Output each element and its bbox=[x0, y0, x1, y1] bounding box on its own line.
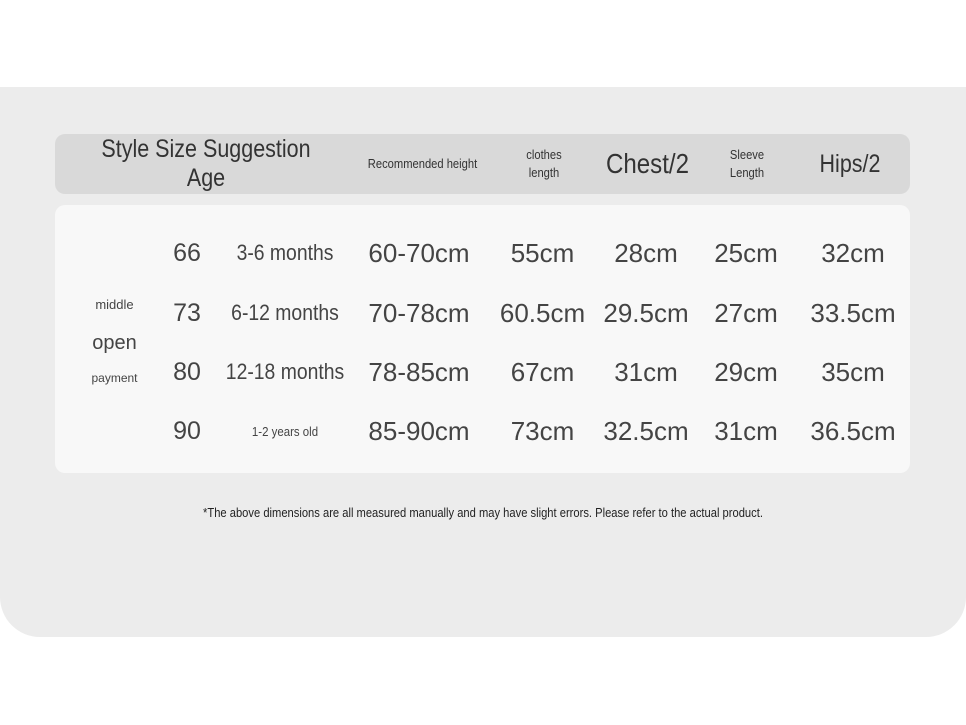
header-clothes-length bbox=[502, 134, 586, 194]
age-cell: 6-12 months bbox=[231, 300, 339, 325]
height-cell: 85-90cm bbox=[368, 415, 470, 446]
size-chart-body bbox=[55, 205, 910, 473]
size-cell: 66 bbox=[173, 238, 201, 267]
length-cell: 60.5cm bbox=[499, 297, 586, 328]
hips-cell: 36.5cm bbox=[810, 415, 896, 446]
age-cell: 1-2 years old bbox=[251, 423, 319, 439]
header-clothes-length-line2: length bbox=[528, 165, 560, 180]
height-cell: 78-85cm bbox=[368, 356, 470, 387]
size-cell: 80 bbox=[173, 357, 201, 386]
hips-cell: 35cm bbox=[821, 356, 885, 387]
size-cell: 90 bbox=[173, 416, 201, 445]
chest-cell: 28cm bbox=[614, 237, 678, 268]
header-hips: Hips/2 bbox=[819, 149, 881, 178]
table-row bbox=[55, 293, 910, 333]
size-cell: 73 bbox=[173, 298, 201, 327]
header-sleeve-length-line2: Length bbox=[729, 165, 765, 180]
sleeve-cell: 29cm bbox=[714, 356, 778, 387]
length-cell: 73cm bbox=[510, 415, 575, 446]
length-cell: 67cm bbox=[510, 356, 575, 387]
header-style-size-age: Style Size Suggestion Age bbox=[101, 135, 311, 192]
length-cell: 55cm bbox=[510, 237, 575, 268]
sleeve-cell: 25cm bbox=[714, 237, 778, 268]
chest-cell: 32.5cm bbox=[603, 415, 689, 446]
height-cell: 60-70cm bbox=[368, 237, 470, 268]
hips-cell: 33.5cm bbox=[810, 297, 896, 328]
sleeve-cell: 31cm bbox=[714, 415, 778, 446]
sleeve-cell: 27cm bbox=[714, 297, 778, 328]
measurement-footnote: *The above dimensions are all measured manually and may have slight errors. Please refer to the actual product. bbox=[203, 505, 763, 520]
table-row bbox=[55, 411, 910, 451]
chest-cell: 31cm bbox=[614, 356, 678, 387]
table-row bbox=[55, 233, 910, 273]
chest-cell: 29.5cm bbox=[603, 297, 689, 328]
header-chest: Chest/2 bbox=[606, 148, 689, 179]
height-cell: 70-78cm bbox=[368, 297, 470, 328]
style-label-line3: payment bbox=[91, 371, 138, 385]
header-clothes-length-line1: clothes bbox=[526, 147, 562, 162]
style-label-line2: open bbox=[92, 332, 137, 354]
age-cell: 12-18 months bbox=[225, 359, 345, 384]
style-label-line1: middle bbox=[95, 297, 134, 312]
header-recommended-height: Recommended height bbox=[367, 156, 478, 171]
table-row bbox=[55, 352, 910, 392]
hips-cell: 32cm bbox=[821, 237, 885, 268]
age-cell: 3-6 months bbox=[236, 240, 334, 265]
size-chart-header bbox=[55, 134, 910, 194]
header-sleeve-length bbox=[704, 134, 790, 194]
header-sleeve-length-line1: Sleeve bbox=[729, 147, 765, 162]
